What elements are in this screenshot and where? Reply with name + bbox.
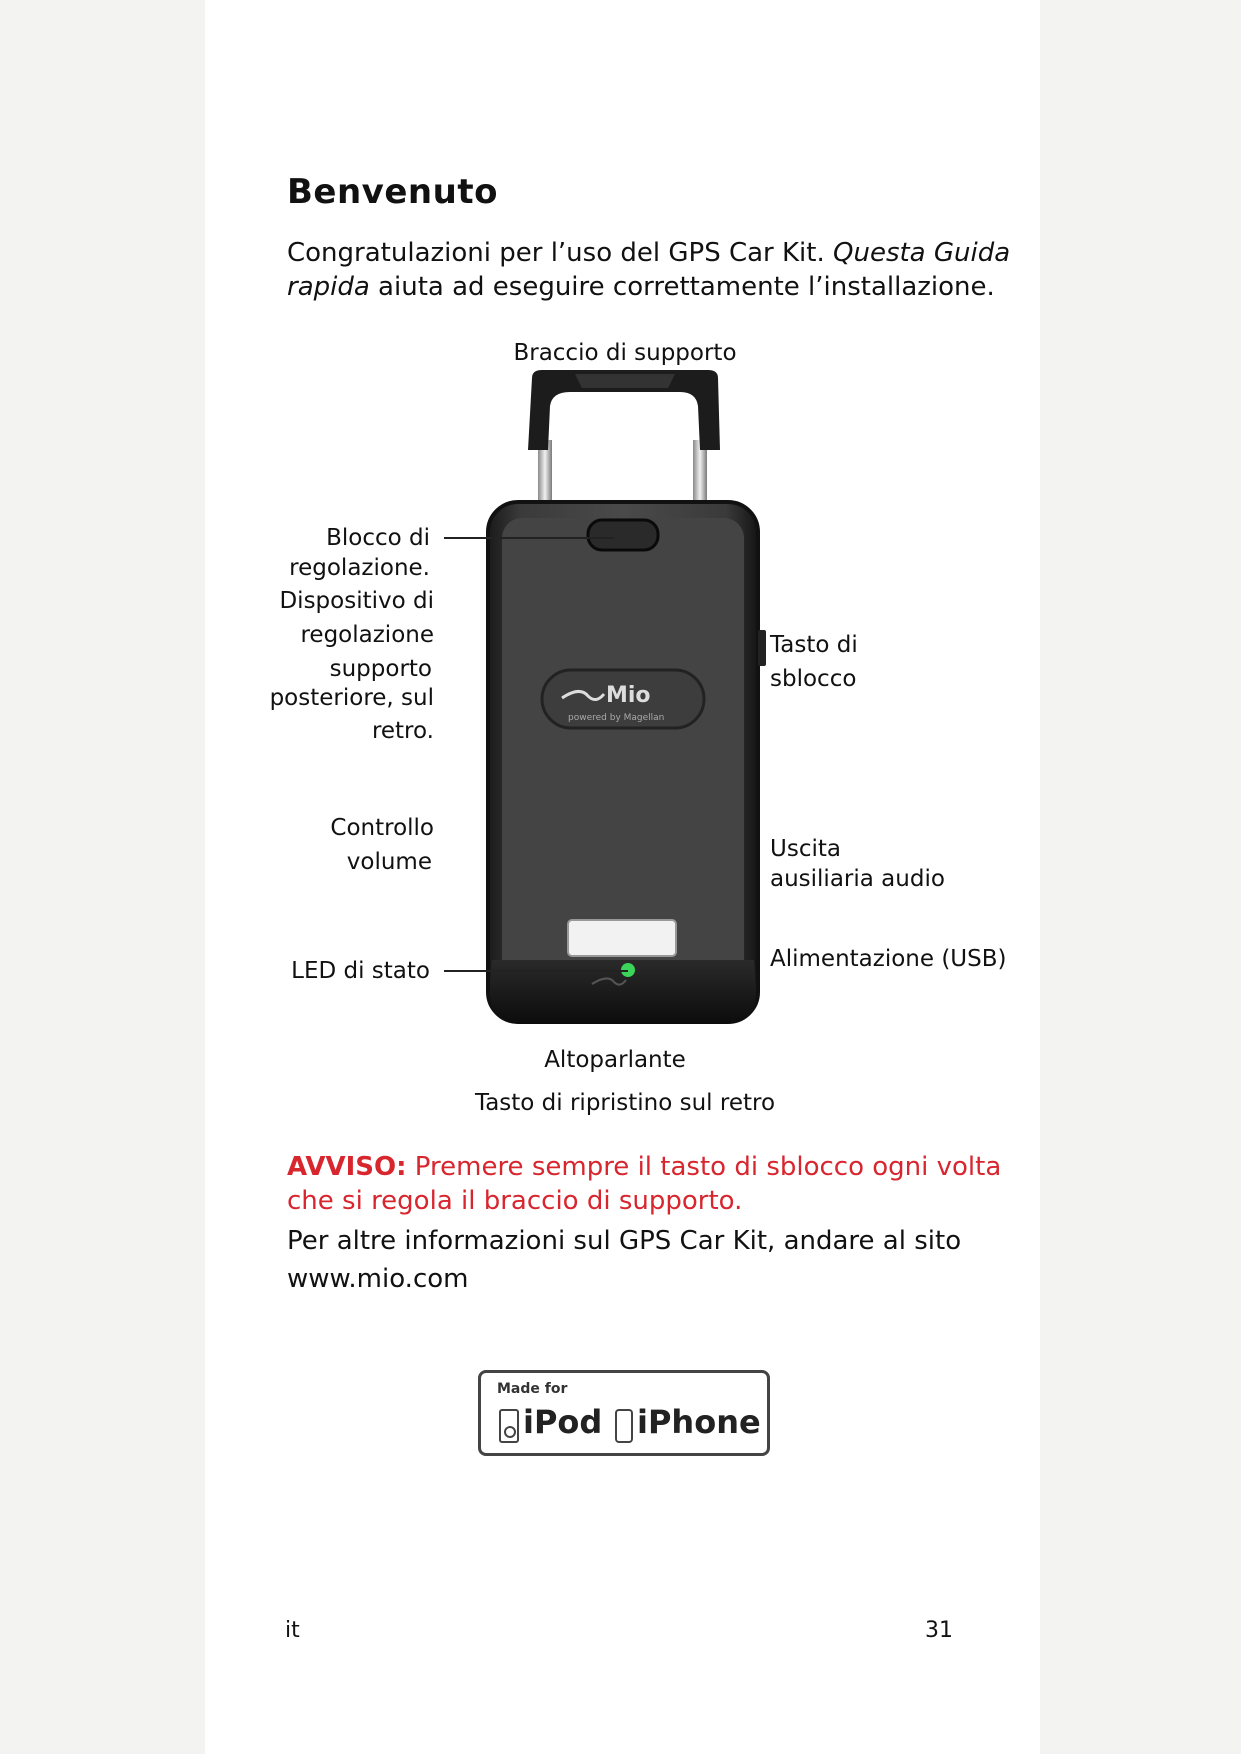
badge-iphone: iPhone [637,1403,761,1441]
warning-text: Premere sempre il tasto di sblocco ogni volta che si regola il braccio di supporto. [287,1152,1002,1216]
warning-notice [287,1150,1047,1218]
label-volume-2: volume [346,849,432,875]
page-title: Benvenuto [287,172,498,212]
label-aux-2: ausiliaria audio [770,866,945,892]
iphone-icon [615,1409,633,1443]
label-rear-device-3: supporto [329,656,432,682]
label-power-usb: Alimentazione (USB) [770,946,1007,972]
label-speaker: Altoparlante [544,1047,686,1073]
more-info [287,1222,1047,1298]
ipod-icon [499,1409,519,1443]
label-rear-device-2: regolazione [300,622,434,648]
badge-made-for: Made for [497,1381,568,1397]
made-for-ipod-iphone-badge [478,1370,770,1456]
footer-page-number: 31 [925,1618,953,1643]
intro-text-2: aiuta ad eseguire correttamente l’installazione. [369,272,995,302]
label-release-2: sblocco [770,666,857,692]
label-adjust-lock-2: regolazione. [289,555,430,581]
adjust-lock-button [588,520,658,550]
mio-logo-subtext: powered by Magellan [568,713,665,723]
label-rear-device-4: posteriore, sul [269,685,434,711]
badge-ipod: iPod [523,1403,603,1441]
label-volume-1: Controllo [330,815,434,841]
intro-text-1: Congratulazioni per l’uso del GPS Car Kit. [287,238,833,268]
footer-language: it [285,1618,300,1643]
mio-logo-text: Mio [606,683,651,708]
label-rear-device-1: Dispositivo di [279,588,434,614]
label-status-led: LED di stato [291,958,430,984]
leader-status-led [444,970,628,972]
cradle-face [502,518,744,978]
label-adjust-lock-1: Blocco di [326,525,430,551]
leader-adjust-lock [444,537,614,539]
label-release-1: Tasto di [770,632,858,658]
intro-guide-title: Questa Guida rapida [287,238,1011,302]
more-info-url[interactable]: www.mio.com [287,1264,469,1294]
dock-connector [568,920,676,956]
more-info-text: Per altre informazioni sul GPS Car Kit, andare al sito [287,1226,962,1256]
release-side-button [758,630,766,666]
intro-paragraph [287,236,1047,304]
label-aux-1: Uscita [770,836,841,862]
label-reset: Tasto di ripristino sul retro [474,1090,776,1116]
label-support-arm: Braccio di supporto [513,340,737,366]
warning-label: AVVISO: [287,1152,407,1182]
car-kit-illustration [480,370,770,1030]
label-rear-device-5: retro. [371,718,434,744]
